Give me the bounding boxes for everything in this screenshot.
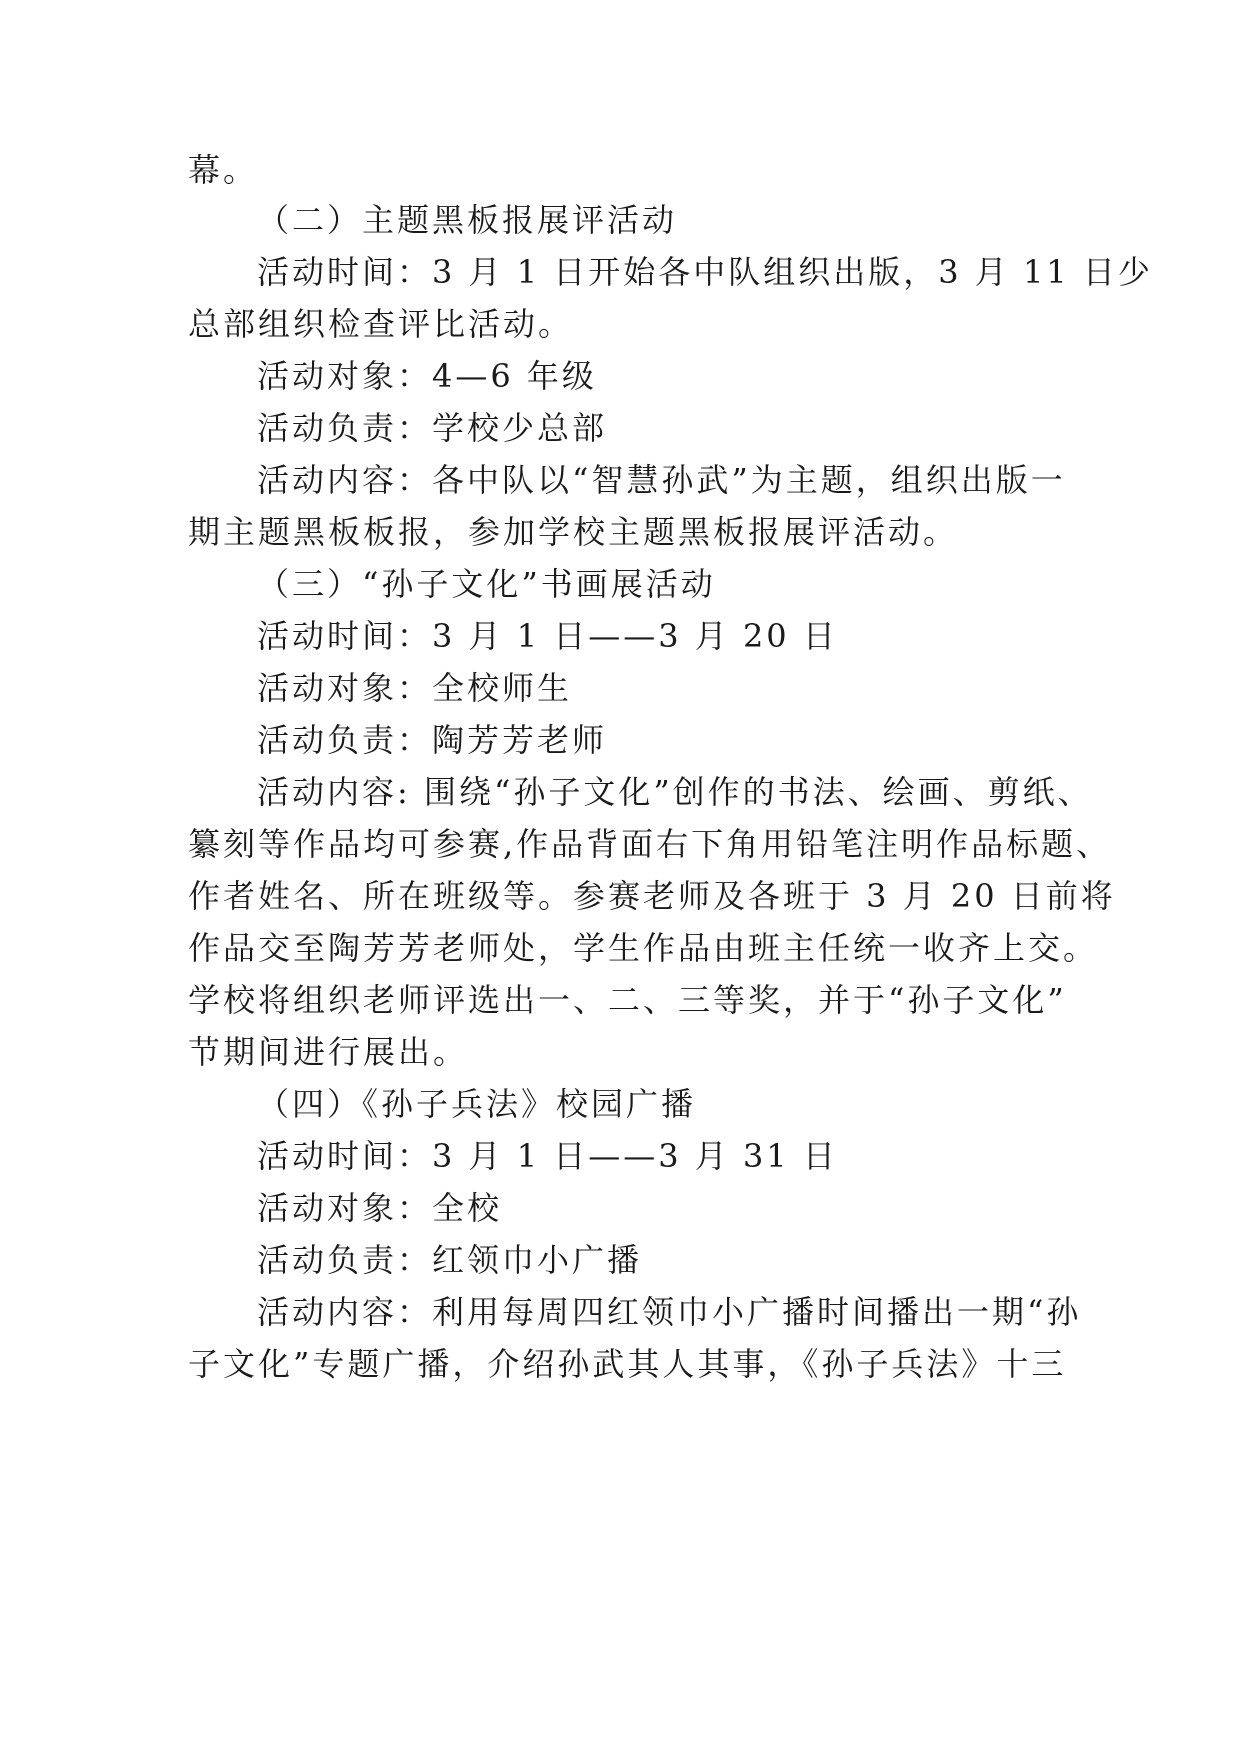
activity-content-3: 活动内容: 围绕“孙子文化”创作的书法、绘画、剪纸、 (257, 773, 1093, 811)
activity-target-3: 活动对象：全校师生 (257, 669, 573, 707)
activity-target-2: 活动对象：4—6 年级 (257, 357, 597, 395)
activity-content-3-cont-1: 纂刻等作品均可参赛,作品背面右下角用铅笔注明作品标题、 (188, 825, 1112, 863)
activity-content-3-cont-5: 节期间进行展出。 (188, 1033, 469, 1071)
section-heading-3: （三）“孙子文化”书画展活动 (257, 565, 716, 603)
activity-time-2-cont: 总部组织检查评比活动。 (188, 305, 574, 343)
activity-owner-4: 活动负责：红领巾小广播 (257, 1241, 643, 1279)
activity-content-2: 活动内容：各中队以“智慧孙武”为主题，组织出版一 (257, 461, 1066, 499)
activity-target-4: 活动对象：全校 (257, 1189, 503, 1227)
activity-content-2-cont: 期主题黑板板报，参加学校主题黑板报展评活动。 (188, 513, 959, 551)
activity-time-4: 活动时间：3 月 1 日——3 月 31 日 (257, 1137, 838, 1175)
activity-content-3-cont-3: 作品交至陶芳芳老师处，学生作品由班主任统一收齐上交。 (188, 929, 1099, 967)
activity-time-2: 活动时间：3 月 1 日开始各中队组织出版，3 月 11 日少 (257, 253, 1153, 291)
activity-owner-3: 活动负责：陶芳芳老师 (257, 721, 608, 759)
section-heading-4: （四）《孙子兵法》校园广播 (257, 1085, 697, 1123)
section-heading-2: （二）主题黑板报展评活动 (257, 201, 678, 239)
activity-content-4-cont: 子文化”专题广播，介绍孙武其人其事，《孙子兵法》十三 (188, 1345, 1067, 1383)
paragraph-continuation: 幕。 (188, 151, 259, 189)
activity-content-3-cont-2: 作者姓名、所在班级等。参赛老师及各班于 3 月 20 日前将 (188, 877, 1116, 915)
activity-content-3-cont-4: 学校将组织老师评选出一、二、三等奖，并于“孙子文化” (188, 981, 1067, 1019)
activity-time-3: 活动时间：3 月 1 日——3 月 20 日 (257, 617, 838, 655)
activity-content-4: 活动内容：利用每周四红领巾小广播时间播出一期“孙 (257, 1293, 1082, 1331)
activity-owner-2: 活动负责：学校少总部 (257, 409, 608, 447)
